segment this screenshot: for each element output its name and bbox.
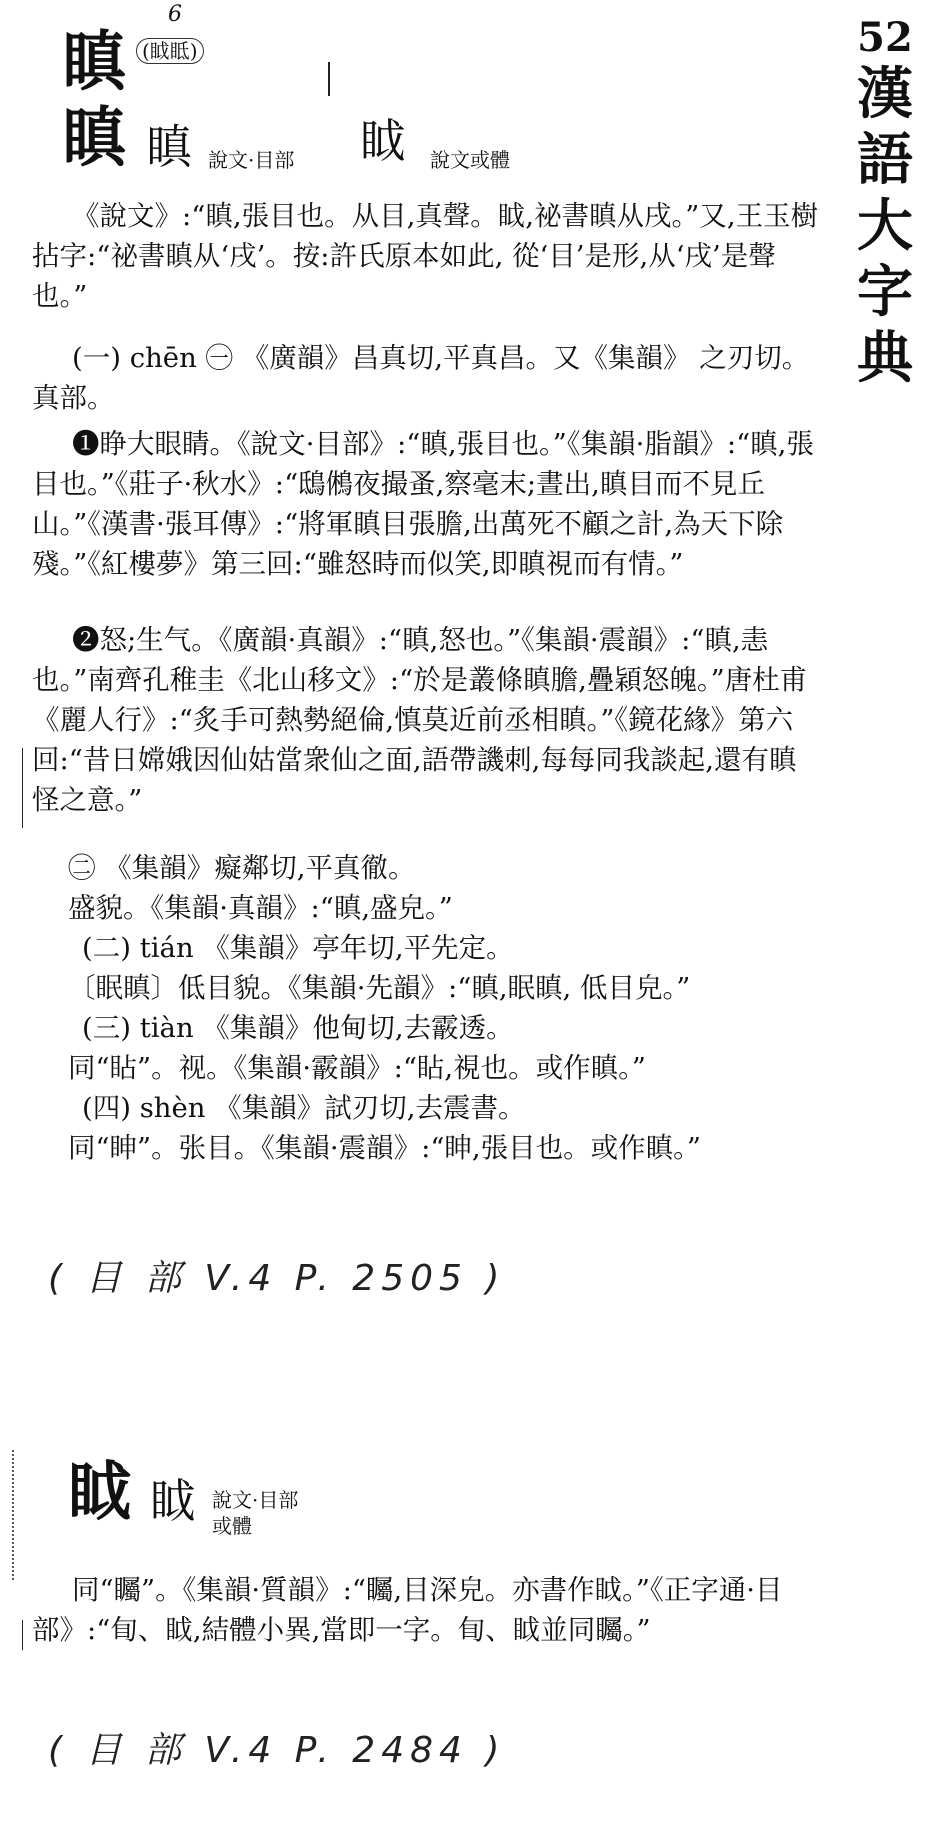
headword: 瞋: [62, 25, 126, 100]
seal-script-glyph: 瞋: [146, 120, 192, 174]
source-label: 或體: [212, 1514, 252, 1538]
margin-mark: [328, 62, 330, 96]
sense-1: ❶睁大眼睛。《說文·目部》:“瞋,張目也。”《集韻·脂韻》:“瞋,張目也。”《莊子·秋水》:“鴟鵂夜撮蚤,察毫末;晝出,瞋目而不見丘山。”《漢書·張耳傳》:“將軍瞋目張膽,出萬死不顧之計,為天下除殘。”《紅樓夢》第三回:“雖怒時而似笑,即瞋視而有情。”: [32, 428, 814, 580]
variant-note: (眓眡): [136, 38, 204, 64]
title-char: 字: [857, 259, 913, 325]
source-label: 說文或體: [430, 148, 510, 172]
reading-2-definition: 〔眠瞋〕低目貌。《集韻·先韻》:“瞋,眠瞋, 低目皃。”: [68, 972, 691, 1004]
reading-3: (三) tiàn 《集韻》他甸切,去霰透。: [82, 1012, 514, 1044]
handwritten-reference: ( 目 部 V.4 P. 2484 ): [48, 1730, 506, 1771]
handwritten-mark: 6: [168, 2, 182, 27]
margin-line: [22, 748, 23, 828]
title-char: 典: [857, 325, 913, 391]
reading-1-sub2: ㊁ 《集韻》癡鄰切,平真徹。: [68, 852, 416, 884]
definition-paragraph: 同“矚”。《集韻·質韻》:“矚,目深皃。亦書作眓。”《正字通·目部》:“䀏、眓,結體小異,當即一字。䀏、眓並同矚。”: [32, 1574, 783, 1646]
headword-traditional: 瞋: [62, 101, 126, 176]
headword: 眓: [68, 1455, 132, 1530]
title-char: 語: [857, 127, 913, 193]
reading-3-definition: 同“䀡”。视。《集韻·霰韻》:“䀡,視也。或作瞋。”: [68, 1052, 646, 1084]
dictionary-title: [845, 15, 925, 391]
margin-line: [22, 1620, 23, 1650]
source-label: 說文·目部: [212, 1488, 299, 1512]
reading-2: (二) tián 《集韻》亭年切,平先定。: [82, 932, 514, 964]
page-number: 52: [857, 14, 913, 61]
handwritten-reference: ( 目 部 V.4 P. 2505 ): [48, 1258, 506, 1299]
sub2-definition: 盛貌。《集韻·真韻》:“瞋,盛皃。”: [68, 892, 453, 924]
reading-4-definition: 同“眒”。张目。《集韻·震韻》:“眒,張目也。或作瞋。”: [68, 1132, 701, 1164]
reading-1: (一) chēn ㊀ 《廣韻》昌真切,平真昌。又《集韻》 之刃切。真部。: [32, 342, 810, 414]
margin-dots: [12, 1450, 14, 1580]
sense-2: ❷怒;生气。《廣韻·真韻》:“瞋,怒也。”《集韻·震韻》:“瞋,恚也。”南齊孔稚圭《北山移文》:“於是叢條瞋膽,疊穎怒魄。”唐杜甫《麗人行》:“炙手可熱勢絕倫,慎莫近前丞相瞋。”《鏡花緣》第六回:“昔日嫦娥因仙姑當衆仙之面,語帶譏刺,每每同我談起,還有瞋怪之意。”: [32, 624, 808, 816]
title-char: 大: [857, 193, 913, 259]
title-char: 漢: [857, 61, 913, 127]
seal-script-variant: 眓: [360, 114, 406, 168]
shuowen-paragraph: 《說文》:“瞋,張目也。从目,真聲。眓,祕書瞋从戌。”又,王玉樹拈字:“祕書瞋从‘戌’。按:許氏原本如此, 從‘目’是形,从‘戌’是聲也。”: [32, 200, 819, 312]
reading-4: (四) shèn 《集韻》試刃切,去震書。: [82, 1092, 526, 1124]
source-label: 說文·目部: [208, 148, 295, 172]
seal-script-glyph: 眓: [150, 1474, 196, 1528]
